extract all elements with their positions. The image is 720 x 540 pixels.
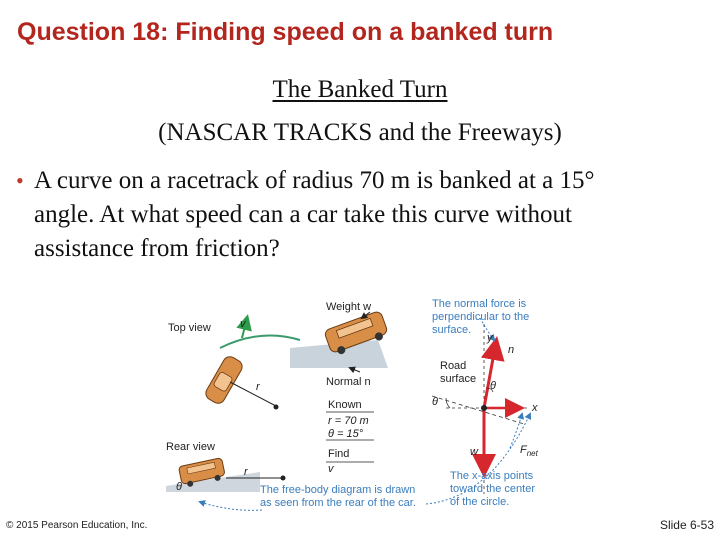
x-axis-label: x [532,402,538,414]
fbd-theta-label: θ [490,380,496,392]
normal-note-line3: surface. [432,324,472,336]
normal-arrow [350,368,360,372]
copyright-footer: © 2015 Pearson Education, Inc. [6,520,148,531]
xaxis-note-line3: of the circle. [450,496,510,508]
weight-vector-label: w [470,446,478,458]
known-theta-value: θ = 15° [328,428,364,440]
bullet-marker: • [16,168,24,193]
y-axis-label: y [487,332,493,344]
road-surface-line2: surface [440,373,477,385]
top-center-dot [274,405,279,410]
fbd-note-line2: as seen from the rear of the car. [260,497,416,509]
question-text: A curve on a racetrack of radius 70 m is banked at a 15° angle. At what speed can a car take this curve without assistance from friction? [34,167,595,262]
road-surface-line1: Road [440,360,467,372]
fbd-note-line1: The free-body diagram is drawn [260,484,416,496]
top-view-label: Top view [168,322,211,334]
slide-number: Slide 6-53 [659,518,714,532]
top-radius-line [230,382,276,406]
slide-title: Question 18: Finding speed on a banked turn [17,18,554,46]
net-force-symbol: F [520,444,527,456]
banked-turn-figure [150,288,560,518]
net-force-label [520,444,538,460]
fbd-note-arrow-left [200,502,262,510]
weight-label: Weight w [326,301,372,313]
rear-view-label: Rear view [166,441,215,453]
normal-vector-label: n [508,344,515,356]
question-bullet [16,164,656,266]
find-label: Find [328,448,350,460]
rear-center-dot [281,476,286,481]
fbd-origin-dot [481,405,487,411]
subtitle-nascar: (NASCAR TRACKS and the Freeways) [158,119,562,146]
xaxis-note-line2: toward the center [450,483,535,495]
normal-note-line1: The normal force is [432,298,527,310]
net-force-subscript: net [526,449,538,459]
rear-radius-label: r [244,466,248,478]
subtitle-banked-turn [0,76,720,104]
xaxis-note-arrow [510,414,522,448]
velocity-label: v [240,318,246,330]
top-view-car-icon [203,354,244,406]
known-r-value: r = 70 m [328,415,369,427]
normal-force-arrow [484,342,496,408]
find-v-value: v [328,463,334,475]
normal-label: Normal n [326,376,371,388]
rear-theta-label: θ [176,481,182,493]
known-label: Known [328,399,362,411]
top-view-track-arc [220,336,300,349]
xaxis-note-line1: The x-axis points [450,470,534,482]
normal-note-line2: perpendicular to the [432,311,530,323]
road-theta-label: θ [432,396,438,408]
top-radius-label: r [256,381,260,393]
subtitle-text: The Banked Turn [272,76,448,103]
road-theta-arc [446,398,450,408]
